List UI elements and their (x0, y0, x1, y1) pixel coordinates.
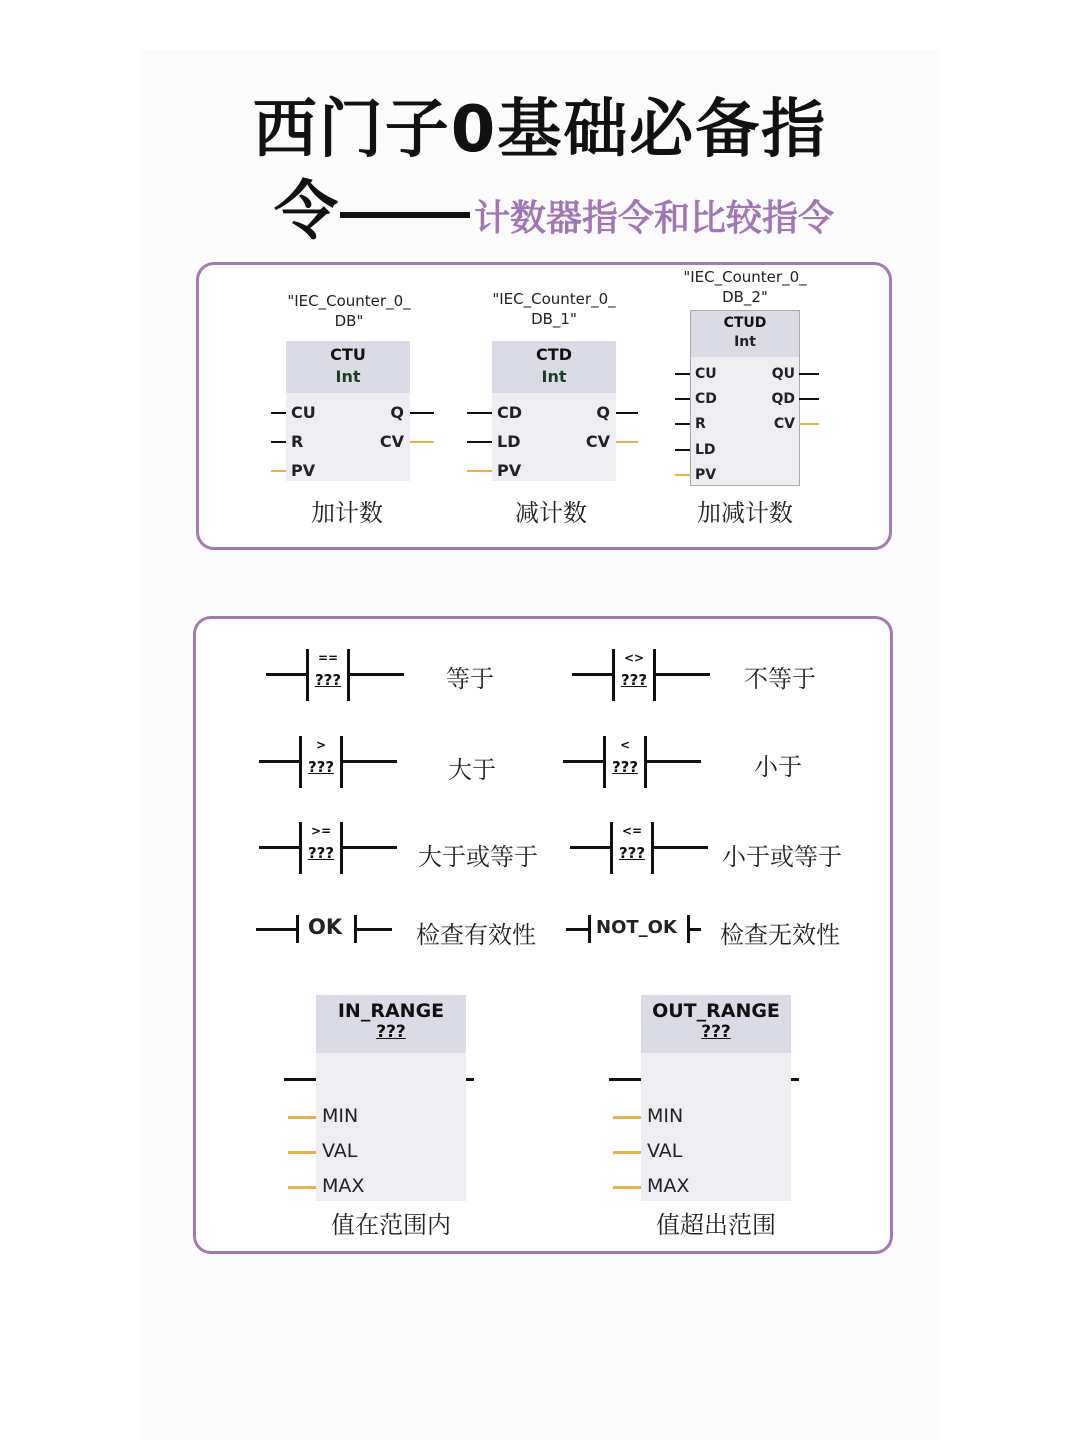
ctud-block-header (691, 311, 799, 357)
compare-label: 不等于 (744, 665, 816, 693)
range-caption: 值在范围内 (331, 1211, 451, 1239)
ctud-datatype: Int (734, 334, 756, 350)
compare-operator: < (619, 738, 631, 752)
pin-label: MIN (647, 1105, 684, 1127)
compare-label: 检查无效性 (720, 921, 840, 949)
counter-db-name: "IEC_Counter_0_ DB_1" (492, 290, 616, 328)
wire (288, 1186, 316, 1189)
out-range-header (641, 995, 791, 1053)
wire (271, 441, 286, 443)
wire (410, 412, 434, 414)
in-range-operand: ??? (376, 1022, 406, 1042)
pin-label: MAX (647, 1175, 690, 1197)
wire (271, 470, 286, 472)
wire (675, 449, 690, 451)
pin-label: QD (771, 391, 795, 407)
compare-panel (193, 616, 893, 1254)
compare-operand: ??? (314, 671, 342, 689)
pin-label: Q (390, 403, 404, 422)
ctu-block-header (286, 341, 410, 393)
ctud-block (690, 310, 800, 486)
out-range-operand: ??? (701, 1022, 731, 1042)
compare-eq-contact (266, 649, 416, 701)
pin-label: PV (291, 461, 316, 480)
wire (467, 441, 492, 443)
wire (799, 423, 819, 425)
counter-db-name: "IEC_Counter_0_ DB_2" (683, 268, 807, 306)
in-range-header (316, 995, 466, 1053)
compare-lt-contact (563, 736, 713, 788)
compare-operator: > (315, 738, 327, 752)
pin-label: R (695, 416, 706, 432)
compare-ne-contact (572, 649, 722, 701)
compare-le-contact (570, 822, 720, 874)
compare-label: 小于或等于 (722, 843, 842, 871)
wire (799, 373, 819, 375)
not-ok-text: NOT_OK (596, 917, 677, 938)
in-range-block (316, 995, 466, 1201)
compare-gt-contact (259, 736, 409, 788)
compare-label: 等于 (446, 665, 494, 693)
wire (616, 441, 638, 443)
pin-label: CD (497, 403, 523, 422)
ok-contact (256, 909, 396, 949)
wire (284, 1078, 316, 1081)
title-dash (340, 212, 470, 218)
pin-label: CV (379, 432, 404, 451)
page-subtitle: 计数器指令和比较指令 (474, 197, 835, 239)
title-tail: 令 (274, 175, 338, 249)
wire (271, 412, 286, 414)
pin-label: PV (497, 461, 522, 480)
compare-operand: ??? (307, 844, 335, 862)
compare-operand: ??? (620, 671, 648, 689)
compare-label: 检查有效性 (416, 921, 536, 949)
pin-label: MAX (322, 1175, 365, 1197)
wire (288, 1151, 316, 1154)
pin-label: CU (695, 366, 717, 382)
ctd-block-header (492, 341, 616, 393)
counter-caption: 减计数 (515, 499, 587, 527)
pin-label: LD (695, 442, 716, 458)
wire (799, 398, 819, 400)
page-title-line2 (274, 160, 834, 252)
compare-operand: ??? (618, 844, 646, 862)
pin-label: R (291, 432, 304, 451)
pin-label: Q (596, 403, 610, 422)
pin-label: LD (497, 432, 521, 451)
wire (467, 412, 492, 414)
compare-label: 大于或等于 (418, 843, 538, 871)
ctd-type: CTD (536, 345, 572, 364)
ctu-type: CTU (330, 345, 366, 364)
wire (675, 423, 690, 425)
pin-label: CV (585, 432, 610, 451)
page-title: 西门子0基础必备指 (252, 93, 828, 167)
ok-text: OK (308, 915, 343, 939)
compare-operator: <= (621, 824, 643, 838)
pin-label: VAL (647, 1140, 683, 1162)
wire (675, 373, 690, 375)
pin-label: PV (695, 467, 717, 483)
in-range-name: IN_RANGE (337, 1000, 445, 1022)
ctd-datatype: Int (541, 367, 567, 386)
counter-caption: 加减计数 (697, 499, 793, 527)
compare-operator: <> (623, 651, 645, 665)
pin-label: QU (771, 366, 795, 382)
compare-label: 小于 (754, 753, 802, 781)
ctd-block (492, 341, 616, 481)
pin-label: MIN (322, 1105, 359, 1127)
ctu-datatype: Int (335, 367, 361, 386)
compare-ge-contact (259, 822, 409, 874)
counter-caption: 加计数 (311, 499, 383, 527)
wire (613, 1151, 641, 1154)
compare-operator: >= (310, 824, 332, 838)
out-range-name: OUT_RANGE (652, 1000, 780, 1022)
wire (791, 1078, 799, 1081)
wire (675, 474, 690, 476)
range-caption: 值超出范围 (656, 1211, 776, 1239)
pin-label: CU (291, 403, 316, 422)
compare-operator: == (317, 651, 339, 665)
counter-panel (196, 262, 892, 550)
wire (613, 1116, 641, 1119)
compare-label: 大于 (448, 756, 496, 784)
wire (466, 1078, 474, 1081)
pin-label: CV (773, 416, 795, 432)
ctu-block (286, 341, 410, 481)
pin-label: CD (695, 391, 717, 407)
wire (613, 1186, 641, 1189)
wire (616, 412, 638, 414)
wire (609, 1078, 641, 1081)
pin-label: VAL (322, 1140, 358, 1162)
wire (288, 1116, 316, 1119)
counter-db-name: "IEC_Counter_0_ DB" (287, 292, 411, 330)
ctud-type: CTUD (723, 315, 767, 331)
wire (467, 470, 492, 472)
out-range-block (641, 995, 791, 1201)
wire (410, 441, 434, 443)
compare-operand: ??? (611, 758, 639, 776)
compare-operand: ??? (307, 758, 335, 776)
not-ok-contact (566, 909, 706, 949)
wire (675, 398, 690, 400)
